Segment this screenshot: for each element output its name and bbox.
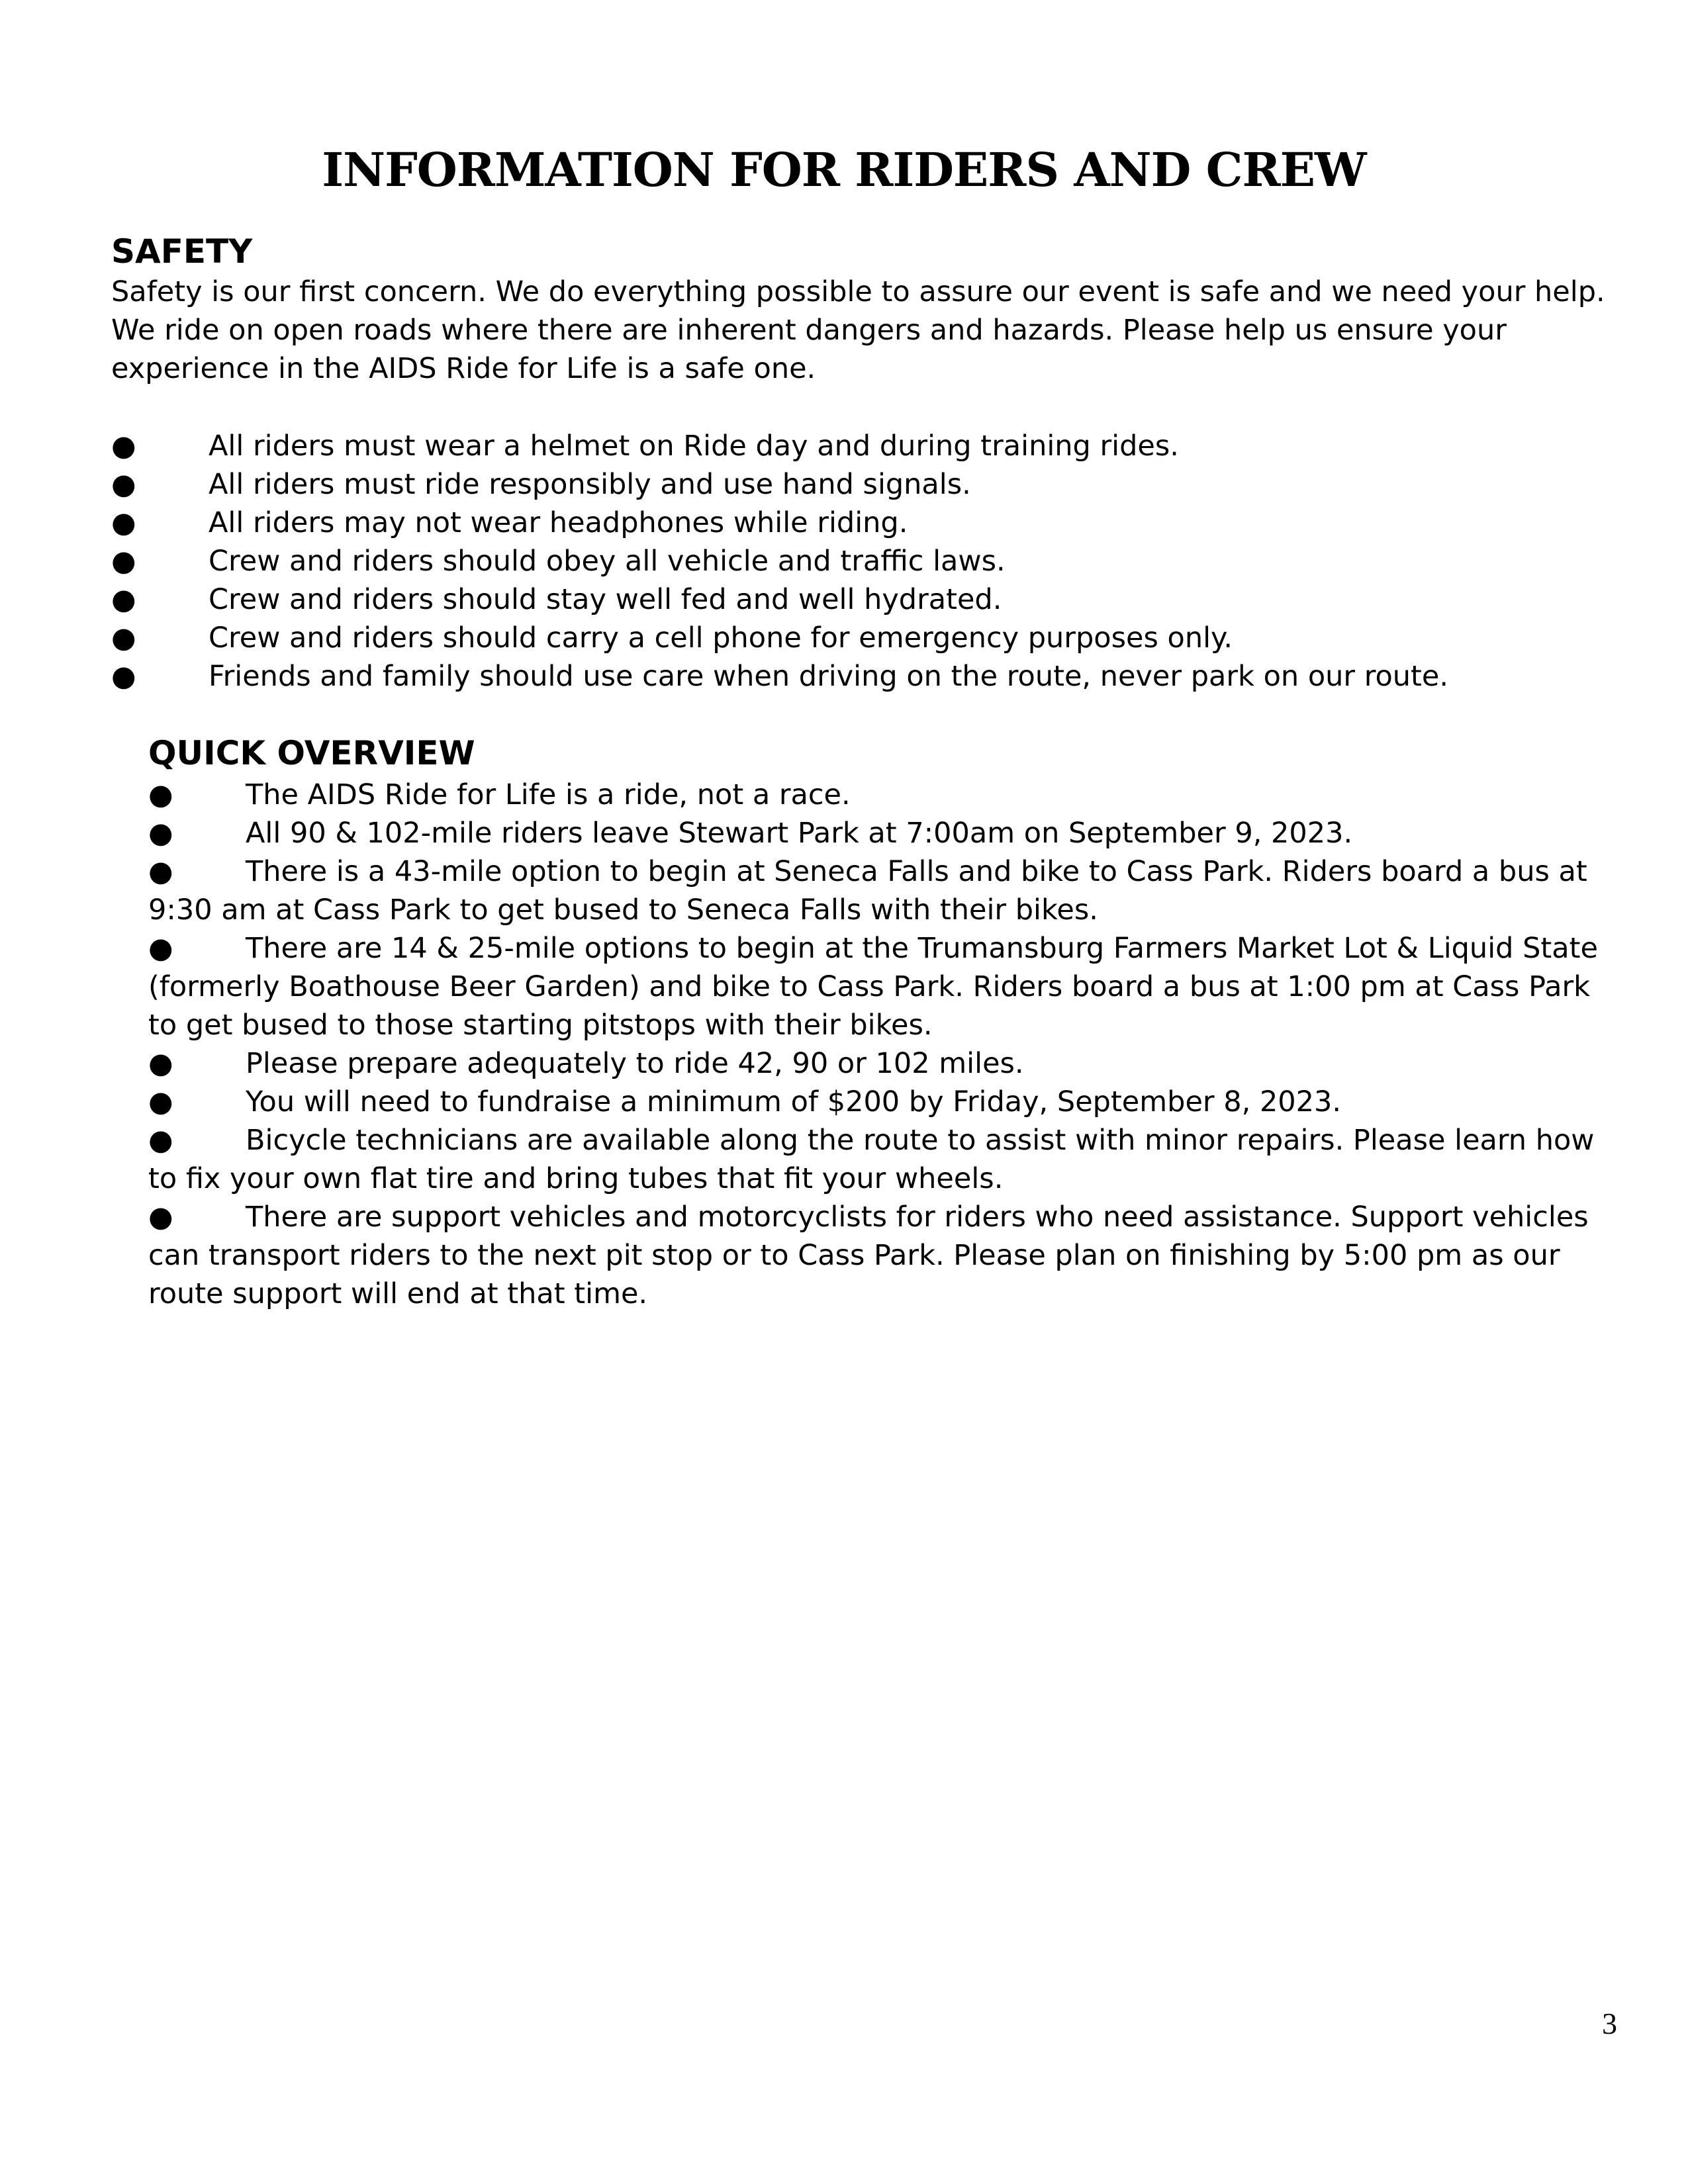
safety-intro: Safety is our first concern. We do everything possible to assure our event is safe and we need your help. We ride on open roads where there are inherent dangers and hazards. Please help us ensure your experience in the AIDS Ride for Life is a safe one. xyxy=(111,275,1605,385)
safety-heading: SAFETY xyxy=(111,232,253,271)
list-item-text: There is a 43-mile option to begin at Seneca Falls and bike to Cass Park. Riders board a bus at 9:30 am at Cass Park to get bused to Seneca Falls with their bikes. xyxy=(148,855,1587,927)
list-item xyxy=(148,929,1611,1044)
safety-list xyxy=(111,427,1607,696)
bullet-icon: ● xyxy=(111,583,136,616)
page-number: 3 xyxy=(1602,2007,1617,2040)
quick-overview-list xyxy=(148,776,1611,1313)
quick-overview-heading: QUICK OVERVIEW xyxy=(148,734,475,772)
bullet-icon: ● xyxy=(148,932,173,965)
list-item xyxy=(111,657,1607,696)
list-item-text: All riders must wear a helmet on Ride day and during training rides. xyxy=(209,430,1179,463)
bullet-icon: ● xyxy=(111,621,136,655)
list-item xyxy=(148,1121,1611,1198)
list-item xyxy=(111,542,1607,580)
bullet-icon: ● xyxy=(148,1201,173,1234)
bullet-icon: ● xyxy=(148,1047,173,1080)
list-item xyxy=(111,504,1607,542)
list-item-text: There are 14 & 25-mile options to begin at the Trumansburg Farmers Market Lot & Liquid State (formerly Boathouse Beer Garden) and bike to Cass Park. Riders board a bus at 1:00 pm at Cass Park to get bused to those starting pitstops with their bikes. xyxy=(148,932,1598,1042)
list-item-text: Crew and riders should stay well fed and well hydrated. xyxy=(209,583,1002,616)
list-item-text: All riders may not wear headphones while riding. xyxy=(209,506,908,539)
bullet-icon: ● xyxy=(148,855,173,888)
list-item-text: All riders must ride responsibly and use hand signals. xyxy=(209,468,971,501)
bullet-icon: ● xyxy=(148,817,173,850)
bullet-icon: ● xyxy=(111,430,136,463)
list-item xyxy=(111,465,1607,504)
bullet-icon: ● xyxy=(148,1124,173,1157)
list-item-text: The AIDS Ride for Life is a ride, not a race. xyxy=(246,778,851,811)
list-item xyxy=(148,1044,1611,1083)
list-item-text: Please prepare adequately to ride 42, 90 or 102 miles. xyxy=(246,1047,1024,1080)
list-item xyxy=(111,619,1607,657)
list-item-text: Crew and riders should obey all vehicle and traffic laws. xyxy=(209,545,1006,578)
bullet-icon: ● xyxy=(111,660,136,693)
bullet-icon: ● xyxy=(148,1085,173,1118)
list-item xyxy=(111,580,1607,619)
list-item xyxy=(148,814,1611,852)
bullet-icon: ● xyxy=(148,778,173,811)
list-item xyxy=(111,427,1607,465)
list-item-text: Bicycle technicians are available along the route to assist with minor repairs. Please learn how to fix your own flat tire and bring tubes that fit your wheels. xyxy=(148,1124,1595,1195)
list-item-text: Crew and riders should carry a cell phone for emergency purposes only. xyxy=(209,621,1233,655)
list-item xyxy=(148,776,1611,814)
list-item xyxy=(148,852,1611,929)
list-item-text: You will need to fundraise a minimum of $200 by Friday, September 8, 2023. xyxy=(246,1085,1342,1118)
list-item xyxy=(148,1198,1611,1313)
list-item xyxy=(148,1083,1611,1121)
page-title: INFORMATION FOR RIDERS AND CREW xyxy=(322,142,1366,197)
list-item-text: All 90 & 102-mile riders leave Stewart Park at 7:00am on September 9, 2023. xyxy=(246,817,1353,850)
bullet-icon: ● xyxy=(111,506,136,539)
list-item-text: Friends and family should use care when driving on the route, never park on our route. xyxy=(209,660,1449,693)
list-item-text: There are support vehicles and motorcyclists for riders who need assistance. Support vehicles can transport riders to the next pit stop or to Cass Park. Please plan on finishing by 5:00 pm as our route support will end at that time. xyxy=(148,1201,1589,1310)
bullet-icon: ● xyxy=(111,545,136,578)
bullet-icon: ● xyxy=(111,468,136,501)
